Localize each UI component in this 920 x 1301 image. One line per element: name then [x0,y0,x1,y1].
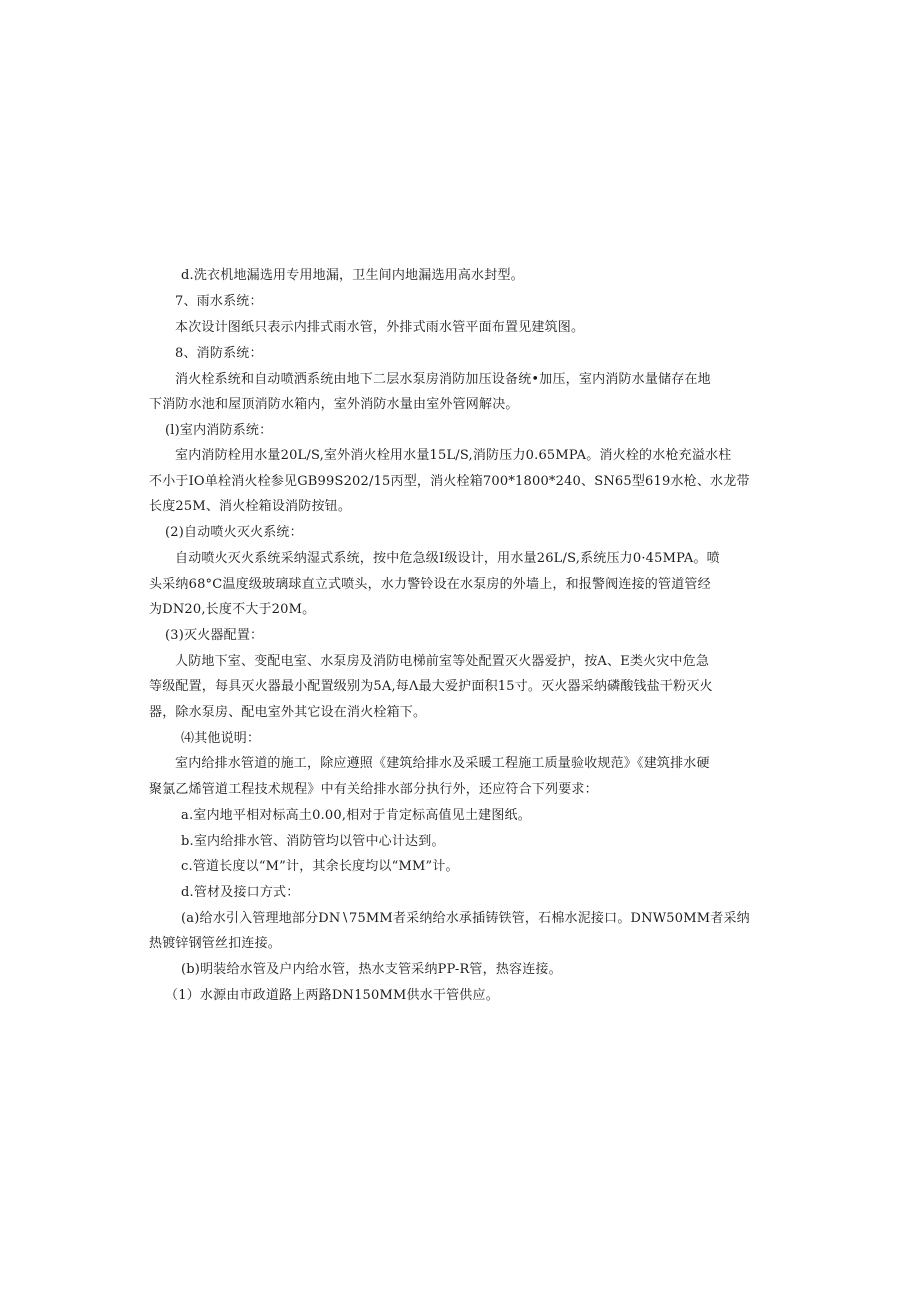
text-line: 7、雨水系统： [175,294,263,309]
text-line: 头采纳68°C温度级玻璃球直立式喷头，水力警铃设在水泵房的外墙上，和报警阀连接的管道管经 [149,577,711,592]
text-line: d.管材及接口方式： [181,885,300,900]
text-line: 等级配置，每具灭火器最小配置级别为5A,每Λ最大爱护面积15寸。灭火器采纳磷酸钱盐干粉灭火 [149,679,713,694]
text-line: (3)灭火器配置： [165,628,264,643]
text-line: 消火栓系统和自动喷洒系统由地下二层水泵房消防加压设备统•加压，室内消防水量储存在地 [175,372,711,387]
text-line: 室内给排水管道的施工，除应遵照《建筑给排水及采暖工程施工质量验收规范》《建筑排水硬 [175,756,710,771]
text-line: (2)自动喷火灭火系统： [165,525,303,540]
text-line: 热镀锌钢管丝扣连接。 [149,936,282,951]
text-line: ⑷其他说明： [181,731,261,746]
text-line: (b)明装给水管及户内给水管，热水支管采纳PP-R管，热容连接。 [181,962,562,977]
text-line: 室内消防栓用水量20L/S,室外消火栓用水量15L/S,消防压力0.65MPA。消火栓的水枪充溢水柱 [175,448,732,463]
text-line: 为DN20,长度不大于20M。 [149,602,316,617]
text-line: 人防地下室、变配电室、水泵房及消防电梯前室等处配置灭火器爱护，按A、E类火灾中危急 [175,654,710,669]
text-line: b.室内给排水管、消防管均以管中心计达到。 [181,834,445,849]
text-line: 自动喷火灭火系统采纳湿式系统，按中危急级I级设计，用水量26L/S,系统压力0·45MPA。喷 [175,551,720,566]
text-line: 下消防水池和屋顶消防水箱内，室外消防水量由室外管网解决。 [149,397,519,412]
text-line: 8、消防系统： [175,346,263,361]
text-line: 长度25M、消火栓箱设消防按钮。 [149,499,352,514]
text-line: 聚氯乙烯管道工程技术规程》中有关给排水部分执行外，还应符合下列要求： [149,782,598,797]
text-line: 器，除水泵房、配电室外其它设在消火栓箱下。 [149,705,427,720]
text-line: （1）水源由市政道路上两路DN150MM供水干管供应。 [165,988,499,1003]
text-line: a.室内地平相对标高土0.00,相对于肯定标高值见土建图纸。 [181,808,531,823]
text-line: 本次设计图纸只表示内排式雨水管，外排式雨水管平面布置见建筑图。 [175,320,585,335]
text-line: (l)室内消防系统： [165,423,273,438]
text-line: c.管道长度以“M”计，其余长度均以“MM”计。 [181,859,459,874]
text-line: d.洗衣机地漏选用专用地漏，卫生间内地漏选用高水封型。 [181,268,524,283]
text-line: 不小于IO单栓消火栓参见GB99S202/15丙型，消火栓箱700*1800*240、SN65型619水枪、水龙带 [149,474,750,489]
text-line: (a)给水引入管理地部分DN∖75MM者采纳给水承插铸铁管，石棉水泥接口。DNW50MM者采纳 [181,911,750,926]
